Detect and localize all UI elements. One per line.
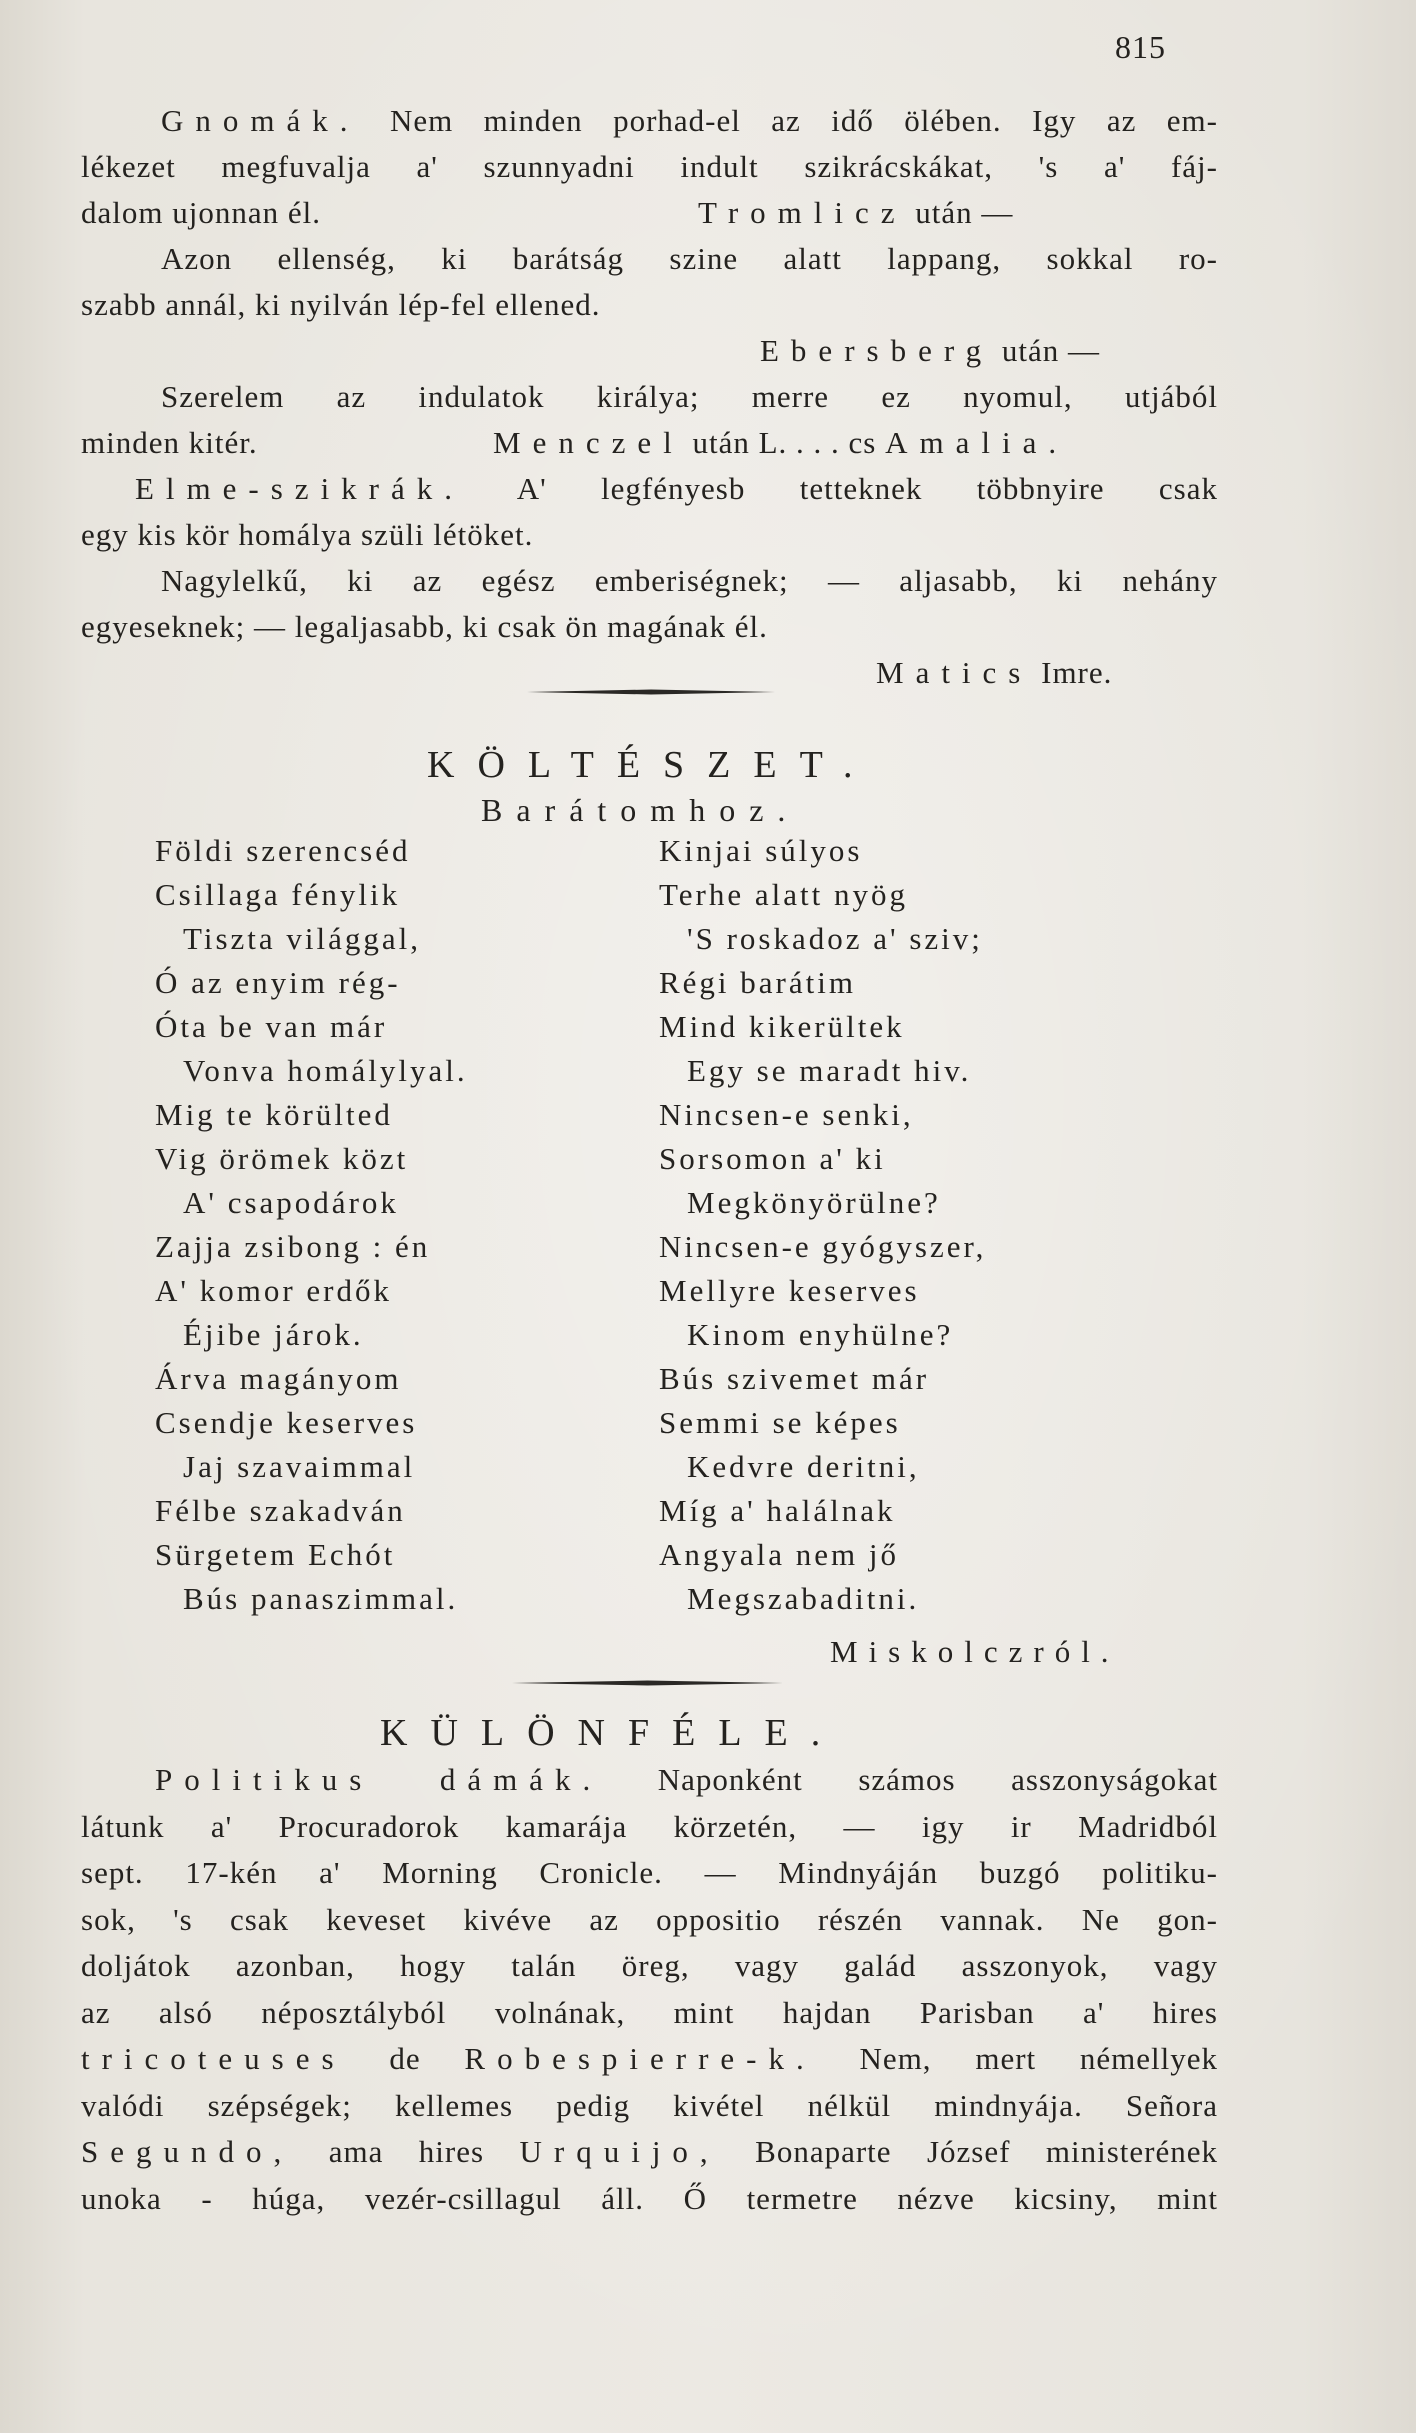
attribution-suffix: után — — [915, 195, 1014, 230]
poem-line: Régi barátim — [659, 965, 856, 1000]
poem-line: Mellyre keserves — [659, 1273, 920, 1308]
misc-text: de — [389, 2041, 421, 2076]
poem-line: Óta be van már — [155, 1009, 388, 1044]
emphasized-term: tricoteuses — [81, 2041, 346, 2076]
poem-line: A' komor erdők — [155, 1273, 392, 1308]
emphasized-term: Urquijo, — [519, 2134, 720, 2169]
aphorism-text: dalom ujonnan él. — [81, 195, 321, 230]
poem-line: Terhe alatt nyög — [659, 877, 908, 912]
misc-line — [81, 1757, 1218, 1804]
poem-line: Éjibe járok. — [183, 1317, 364, 1352]
misc-line — [81, 1804, 1218, 1851]
aphorism-line — [81, 328, 1218, 374]
emphasized-term: Robespierre-k. — [464, 2041, 816, 2076]
poem-line: A' csapodárok — [183, 1185, 399, 1220]
poem-line: Árva magányom — [155, 1361, 402, 1396]
misc-text: látunk a' Procuradorok kamarája körzetén, — igy ir Madridból — [81, 1808, 1218, 1844]
poem-line: Csillaga fénylik — [155, 877, 401, 912]
section-divider — [527, 688, 775, 696]
poem-line: Vig örömek közt — [155, 1141, 409, 1176]
aphorism-line — [81, 190, 1218, 236]
misc-line — [81, 1943, 1218, 1990]
aphorism-text: Nagylelkű, ki az egész emberiségnek; — aljasabb, ki nehány — [161, 563, 1218, 598]
misc-line — [81, 1850, 1218, 1897]
aphorism-line — [81, 236, 1218, 282]
aphorism-line — [81, 466, 1218, 512]
poem-line: Semmi se képes — [659, 1405, 901, 1440]
poetry-heading: KÖLTÉSZET. — [427, 744, 876, 786]
aphorism-line — [81, 374, 1218, 420]
poem-line: Bús panaszimmal. — [183, 1581, 459, 1616]
aphorism-line — [81, 512, 1218, 558]
aphorism-text: minden kitér. — [81, 425, 258, 460]
poem-left-column — [155, 829, 468, 1621]
signature-surname: Matics — [876, 655, 1033, 690]
aphorism-label: Elme-szikrák. — [135, 471, 465, 506]
attribution — [698, 190, 1013, 236]
attribution — [493, 420, 1068, 466]
misc-text: sok, 's csak keveset kivéve az oppositio részén vannak. Ne gon- — [81, 1901, 1218, 1937]
attribution-name: Amalia. — [885, 425, 1069, 460]
misc-line — [81, 2083, 1218, 2130]
poem-line: Nincsen-e gyógyszer, — [659, 1229, 987, 1264]
misc-heading: KÜLÖNFÉLE. — [380, 1712, 844, 1754]
misc-text: unoka - húga, vezér-csillagul áll. Ő termetre nézve kicsiny, mint — [81, 2180, 1218, 2216]
attribution-name: Menczel — [493, 425, 684, 460]
misc-text: valódi szépségek; kellemes pedig kivétel nélkül mindnyája. Señora — [81, 2087, 1218, 2123]
aphorism-line — [81, 604, 1218, 650]
poem-line: Egy se maradt hiv. — [687, 1053, 972, 1088]
misc-line — [81, 2129, 1218, 2176]
poem-line: Kinjai súlyos — [659, 833, 863, 868]
signature-given-name: Imre. — [1041, 655, 1113, 690]
aphorism-line — [81, 98, 1218, 144]
misc-text: ama hires — [328, 2134, 485, 2169]
poem-line: Mind kikerültek — [659, 1009, 905, 1044]
aphorism-text: Szerelem az indulatok királya; merre ez nyomul, utjából — [161, 379, 1218, 414]
poem-line: Zajja zsibong : én — [155, 1229, 431, 1264]
aphorism-text: A' legfényesb tetteknek többnyire csak — [516, 471, 1218, 506]
poem-line: Megkönyörülne? — [687, 1185, 941, 1220]
section-divider — [512, 1679, 783, 1687]
aphorism-text: egyeseknek; — legaljasabb, ki csak ön magának él. — [81, 609, 768, 644]
aphorism-line — [81, 144, 1218, 190]
poem-line: Vonva homálylyal. — [183, 1053, 468, 1088]
misc-line — [81, 1990, 1218, 2037]
poem-line: Félbe szakadván — [155, 1493, 406, 1528]
poem-signature: Miskolczról. — [830, 1634, 1120, 1669]
poem-line: Sorsomon a' ki — [659, 1141, 886, 1176]
poem-line: Nincsen-e senki, — [659, 1097, 914, 1132]
poem-line: Jaj szavaimmal — [183, 1449, 416, 1484]
attribution-name: Ebersberg — [760, 333, 994, 368]
poem-line: Tiszta világgal, — [183, 921, 422, 956]
divider-rule — [512, 1681, 783, 1686]
misc-text: Nem, mert némellyek — [859, 2041, 1219, 2076]
aphorism-text: Azon ellenség, ki barátság szine alatt lappang, sokkal ro- — [161, 241, 1218, 276]
signature — [876, 650, 1112, 696]
aphorism-label: Gnomák. — [161, 103, 360, 138]
article-title: Politikus dámák. — [155, 1762, 603, 1797]
poem-title: Barátomhoz. — [481, 792, 800, 828]
poem-right-column — [659, 829, 986, 1621]
aphorisms-section — [81, 98, 1218, 696]
divider-rule — [527, 690, 775, 695]
poem-line: Míg a' halálnak — [659, 1493, 896, 1528]
poem-line: 'S roskadoz a' sziv; — [687, 921, 983, 956]
poem-line: Csendje keserves — [155, 1405, 418, 1440]
poem-line: Angyala nem jő — [659, 1537, 900, 1572]
misc-line — [81, 2036, 1218, 2083]
misc-paragraph — [81, 1757, 1218, 2222]
aphorism-text: egy kis kör homálya szüli létöket. — [81, 517, 534, 552]
page-number: 815 — [1115, 29, 1166, 65]
aphorism-line — [81, 420, 1218, 466]
poem-line: Ó az enyim rég- — [155, 965, 401, 1000]
poem-line: Bús szivemet már — [659, 1361, 930, 1396]
aphorism-text: Nem minden porhad-el az idő ölében. Igy az em- — [389, 103, 1218, 138]
poem-line: Kinom enyhülne? — [687, 1317, 954, 1352]
attribution-name: Tromlicz — [698, 195, 907, 230]
misc-text: doljátok azonban, hogy talán öreg, vagy galád asszonyok, vagy — [81, 1948, 1218, 1983]
attribution-suffix: után L. . . . cs — [692, 425, 877, 460]
attribution — [760, 328, 1100, 374]
poem-line: Megszabaditni. — [687, 1581, 920, 1616]
emphasized-term: Segundo, — [81, 2134, 294, 2169]
misc-text: Bonaparte József ministerének — [755, 2134, 1219, 2169]
poem-line: Sürgetem Echót — [155, 1537, 396, 1572]
misc-text: Naponként számos asszonyságokat — [657, 1762, 1219, 1797]
misc-line — [81, 1897, 1218, 1944]
misc-text: sept. 17-kén a' Morning Cronicle. — Mindnyáján buzgó politiku- — [81, 1855, 1218, 1890]
misc-text: az alsó néposztályból volnának, mint hajdan Parisban a' hires — [81, 1994, 1218, 2030]
aphorism-line — [81, 558, 1218, 604]
poem-line: Kedvre deritni, — [687, 1449, 920, 1484]
aphorism-text: szabb annál, ki nyilván lép-fel ellened. — [81, 287, 601, 322]
aphorism-text: lékezet megfuvalja a' szunnyadni indult szikrácskákat, 's a' fáj- — [81, 149, 1218, 184]
poem-line: Mig te körülted — [155, 1097, 393, 1132]
poem-line: Földi szerencséd — [155, 833, 411, 868]
aphorism-line — [81, 282, 1218, 328]
misc-line — [81, 2176, 1218, 2223]
attribution-suffix: után — — [1001, 333, 1100, 368]
